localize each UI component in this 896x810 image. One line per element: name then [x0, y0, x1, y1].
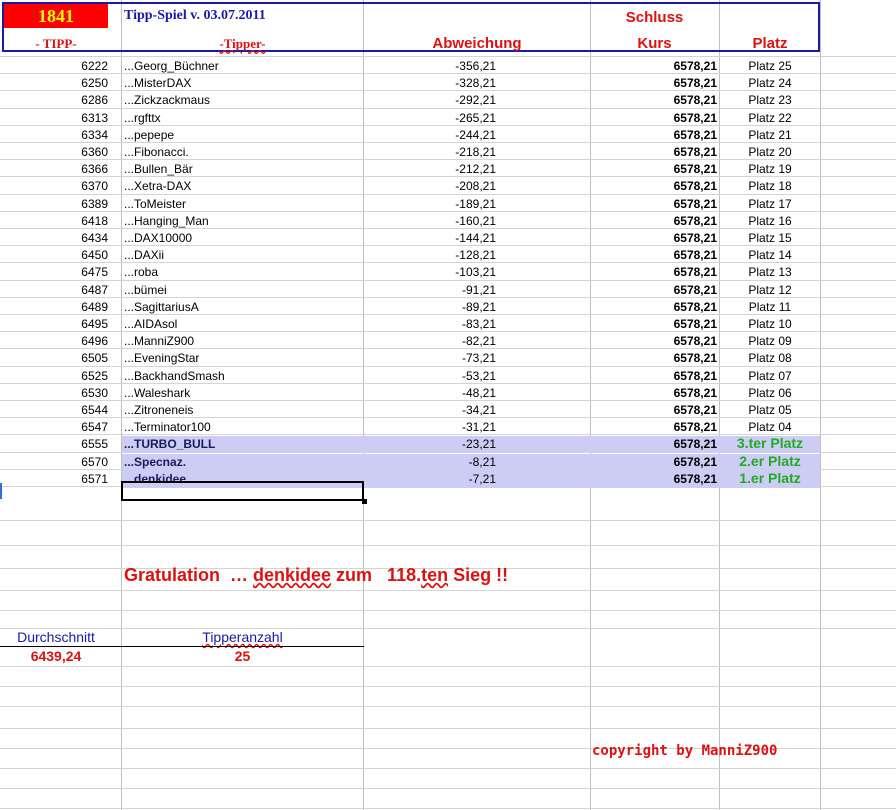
abweichung-cell[interactable]: -83,21 — [461, 317, 496, 331]
table-row — [0, 230, 896, 247]
kurs-cell[interactable]: 6578,21 — [673, 283, 717, 297]
tipper-count-value[interactable]: 25 — [234, 648, 251, 664]
table-row — [0, 247, 896, 264]
platz-cell[interactable]: Platz 05 — [748, 403, 792, 417]
kurs-cell[interactable]: 6578,21 — [673, 265, 717, 279]
abweichung-cell[interactable]: -103,21 — [455, 265, 496, 279]
kurs-cell[interactable]: 6578,21 — [673, 300, 717, 314]
abweichung-cell[interactable]: -89,21 — [461, 300, 496, 314]
grid-row-line — [0, 545, 896, 546]
tipper-name-cell[interactable]: ...DAXii — [124, 248, 165, 262]
tipper-name-cell[interactable]: ...BackhandSmash — [124, 369, 225, 383]
platz-cell[interactable]: 1.er Platz — [739, 470, 801, 486]
abweichung-cell[interactable]: -31,21 — [461, 420, 496, 434]
tipp-cell[interactable]: 6547 — [81, 420, 108, 434]
table-row — [0, 419, 896, 436]
congrats-part1: Gratulation … — [124, 565, 254, 585]
abweichung-cell[interactable]: -82,21 — [461, 334, 496, 348]
table-row — [0, 436, 896, 453]
tipper-name-cell[interactable]: ...TURBO_BULL — [124, 437, 216, 451]
tipp-cell[interactable]: 6313 — [81, 111, 108, 125]
abweichung-cell[interactable]: -292,21 — [455, 93, 496, 107]
abweichung-cell[interactable]: -91,21 — [461, 283, 496, 297]
abweichung-cell[interactable]: -48,21 — [461, 386, 496, 400]
tipper-name-cell[interactable]: ...Xetra-DAX — [124, 179, 192, 193]
tipp-cell[interactable]: 6571 — [81, 472, 108, 486]
platz-cell[interactable]: Platz 10 — [748, 317, 792, 331]
congrats-part2: zum 118. — [331, 565, 422, 585]
copyright-text[interactable]: copyright by ManniZ900 — [592, 743, 778, 759]
tipper-name-cell[interactable]: ...ManniZ900 — [124, 334, 195, 348]
kurs-cell[interactable]: 6578,21 — [673, 351, 717, 365]
tipp-cell[interactable]: 6525 — [81, 369, 108, 383]
kurs-cell[interactable]: 6578,21 — [673, 197, 717, 211]
kurs-cell[interactable]: 6578,21 — [673, 369, 717, 383]
platz-cell[interactable]: Platz 13 — [748, 265, 792, 279]
tipp-cell[interactable]: 6530 — [81, 386, 108, 400]
grid-row-line — [0, 706, 896, 707]
platz-cell[interactable]: Platz 20 — [748, 145, 792, 159]
schluss-header[interactable]: Schluss — [625, 9, 684, 26]
table-row — [0, 92, 896, 109]
selected-cell-outline — [121, 481, 364, 501]
row-selection-marker — [0, 483, 2, 499]
tipper-name-cell[interactable]: ...rgfttx — [124, 111, 161, 125]
abweichung-cell[interactable]: -160,21 — [455, 214, 496, 228]
tipp-cell[interactable]: 6370 — [81, 179, 108, 193]
grid-row-line — [0, 686, 896, 687]
table-row — [0, 58, 896, 75]
table-row — [0, 282, 896, 299]
tipp-column-header[interactable]: - TIPP- — [35, 36, 77, 51]
tipper-name-cell[interactable]: ...Terminator100 — [124, 420, 211, 434]
sheet-title[interactable]: Tipp-Spiel v. 03.07.2011 — [124, 8, 266, 23]
tipp-cell[interactable]: 6505 — [81, 351, 108, 365]
tipper-name-cell[interactable]: ...Zitroneneis — [124, 403, 194, 417]
tipp-cell[interactable]: 6286 — [81, 93, 108, 107]
table-row — [0, 161, 896, 178]
congrats-ten: ten — [421, 565, 449, 585]
grid-row-line — [0, 610, 896, 611]
abweichung-cell[interactable]: -23,21 — [461, 437, 496, 451]
table-row — [0, 75, 896, 92]
kurs-cell[interactable]: 6578,21 — [673, 248, 717, 262]
platz-cell[interactable]: Platz 25 — [748, 59, 792, 73]
tipp-cell[interactable]: 6495 — [81, 317, 108, 331]
tipp-cell[interactable]: 6366 — [81, 162, 108, 176]
abweichung-cell[interactable]: -208,21 — [455, 179, 496, 193]
abweichung-cell[interactable]: -128,21 — [455, 248, 496, 262]
kurs-cell[interactable]: 6578,21 — [673, 162, 717, 176]
tipper-name-cell[interactable]: ...Bullen_Bär — [124, 162, 193, 176]
kurs-cell[interactable]: 6578,21 — [673, 59, 717, 73]
tipp-cell[interactable]: 6360 — [81, 145, 108, 159]
tipp-cell[interactable]: 6489 — [81, 300, 108, 314]
tipper-name-cell[interactable]: ...DAX10000 — [124, 231, 193, 245]
table-row — [0, 264, 896, 281]
grid-row-line — [0, 590, 896, 591]
congratulations-text[interactable] — [124, 565, 508, 586]
abweichung-cell[interactable]: -53,21 — [461, 369, 496, 383]
grid-row-line — [0, 56, 896, 57]
kurs-cell[interactable]: 6578,21 — [673, 179, 717, 193]
table-row — [0, 178, 896, 195]
abweichung-cell[interactable]: -34,21 — [461, 403, 496, 417]
tipp-cell[interactable]: 6555 — [81, 437, 108, 451]
abweichung-cell[interactable]: -73,21 — [461, 351, 496, 365]
platz-cell[interactable]: Platz 09 — [748, 334, 792, 348]
abweichung-cell[interactable]: -7,21 — [468, 472, 496, 486]
tipp-cell[interactable]: 6334 — [81, 128, 108, 142]
tipp-cell[interactable]: 6434 — [81, 231, 108, 245]
kurs-cell[interactable]: 6578,21 — [673, 128, 717, 142]
table-row — [0, 350, 896, 367]
tipp-cell[interactable]: 6450 — [81, 248, 108, 262]
platz-cell[interactable]: Platz 15 — [748, 231, 792, 245]
platz-cell[interactable]: Platz 22 — [748, 111, 792, 125]
tipper-name-cell[interactable]: ...Specnaz. — [124, 455, 187, 469]
tipp-cell[interactable]: 6250 — [81, 76, 108, 90]
table-row — [0, 196, 896, 213]
kurs-cell[interactable]: 6578,21 — [673, 403, 717, 417]
platz-column-header[interactable]: Platz — [752, 35, 788, 52]
kurs-cell[interactable]: 6578,21 — [673, 420, 717, 434]
tipp-cell[interactable]: 6418 — [81, 214, 108, 228]
grid-row-line — [0, 808, 896, 809]
abweichung-cell[interactable]: -144,21 — [455, 231, 496, 245]
tipper-name-cell[interactable]: ...Fibonacci. — [124, 145, 189, 159]
congrats-winner: denkidee — [253, 565, 332, 585]
grid-row-line — [0, 666, 896, 667]
tipper-name-cell[interactable]: ...EveningStar — [124, 351, 200, 365]
kurs-cell[interactable]: 6578,21 — [673, 93, 717, 107]
tipper-name-cell[interactable]: ...SagittariusA — [124, 300, 199, 314]
tipp-cell[interactable]: 6544 — [81, 403, 108, 417]
abweichung-cell[interactable]: -356,21 — [455, 59, 496, 73]
abweichung-column-header[interactable]: Abweichung — [432, 35, 522, 52]
tipper-name-cell[interactable]: ...denkidee — [124, 472, 187, 486]
platz-cell[interactable]: Platz 16 — [748, 214, 792, 228]
congrats-part3: Sieg !! — [448, 565, 509, 585]
fill-handle[interactable] — [362, 499, 367, 504]
kurs-column-header[interactable]: Kurs — [637, 35, 672, 52]
platz-cell[interactable]: 3.ter Platz — [736, 435, 804, 451]
tipp-cell[interactable]: 6222 — [81, 59, 108, 73]
abweichung-cell[interactable]: -212,21 — [455, 162, 496, 176]
average-value[interactable]: 6439,24 — [30, 648, 82, 664]
table-row — [0, 213, 896, 230]
tipper-name-cell[interactable]: ...Zickzackmaus — [124, 93, 211, 107]
tipper-count-label[interactable]: Tipperanzahl — [202, 629, 283, 645]
kurs-cell[interactable]: 6578,21 — [673, 231, 717, 245]
table-row — [0, 110, 896, 127]
tipper-name-cell[interactable]: ...Georg_Büchner — [124, 59, 219, 73]
abweichung-cell[interactable]: -218,21 — [455, 145, 496, 159]
kurs-cell[interactable]: 6578,21 — [673, 111, 717, 125]
kurs-cell[interactable]: 6578,21 — [673, 317, 717, 331]
platz-cell[interactable]: Platz 21 — [748, 128, 792, 142]
abweichung-cell[interactable]: -8,21 — [468, 455, 496, 469]
kurs-cell[interactable]: 6578,21 — [673, 334, 717, 348]
tipper-name-cell[interactable]: ...Hanging_Man — [124, 214, 209, 228]
platz-cell[interactable]: Platz 14 — [748, 248, 792, 262]
tipper-name-cell[interactable]: ...bümei — [124, 283, 167, 297]
tipper-name-cell[interactable]: ...roba — [124, 265, 159, 279]
grid-row-line — [0, 768, 896, 769]
tipp-cell[interactable]: 6570 — [81, 455, 108, 469]
tipper-name-cell[interactable]: ...AIDAsol — [124, 317, 178, 331]
platz-cell[interactable]: Platz 07 — [748, 369, 792, 383]
tipp-cell[interactable]: 6389 — [81, 197, 108, 211]
tipper-name-cell[interactable]: ...pepepe — [124, 128, 175, 142]
tipper-column-header[interactable]: -Tipper- — [219, 36, 266, 51]
tipp-cell[interactable]: 6496 — [81, 334, 108, 348]
platz-cell[interactable]: Platz 17 — [748, 197, 792, 211]
average-label[interactable]: Durchschnitt — [17, 629, 95, 645]
tipp-cell[interactable]: 6487 — [81, 283, 108, 297]
platz-cell[interactable]: Platz 04 — [748, 420, 792, 434]
kurs-cell[interactable]: 6578,21 — [673, 437, 717, 451]
table-row — [0, 385, 896, 402]
kurs-cell[interactable]: 6578,21 — [673, 472, 717, 486]
table-row — [0, 316, 896, 333]
game-number-cell[interactable]: 1841 — [4, 4, 108, 28]
kurs-cell[interactable]: 6578,21 — [673, 455, 717, 469]
kurs-cell[interactable]: 6578,21 — [673, 386, 717, 400]
table-row — [0, 454, 896, 471]
platz-cell[interactable]: Platz 24 — [748, 76, 792, 90]
platz-cell[interactable]: Platz 11 — [748, 300, 792, 314]
table-row — [0, 144, 896, 161]
table-row — [0, 127, 896, 144]
tipper-name-cell[interactable]: ...ToMeister — [124, 197, 187, 211]
stats-divider — [0, 646, 364, 647]
table-row — [0, 333, 896, 350]
table-row — [0, 368, 896, 385]
kurs-cell[interactable]: 6578,21 — [673, 76, 717, 90]
tipper-name-cell[interactable]: ...MisterDAX — [124, 76, 192, 90]
platz-cell[interactable]: Platz 08 — [748, 351, 792, 365]
grid-row-line — [0, 728, 896, 729]
kurs-cell[interactable]: 6578,21 — [673, 145, 717, 159]
abweichung-cell[interactable]: -265,21 — [455, 111, 496, 125]
abweichung-cell[interactable]: -244,21 — [455, 128, 496, 142]
abweichung-cell[interactable]: -189,21 — [455, 197, 496, 211]
grid-row-line — [0, 788, 896, 789]
grid-row-line — [0, 520, 896, 521]
platz-cell[interactable]: Platz 12 — [748, 283, 792, 297]
tipper-name-cell[interactable]: ...Waleshark — [124, 386, 191, 400]
abweichung-cell[interactable]: -328,21 — [455, 76, 496, 90]
platz-cell[interactable]: 2.er Platz — [739, 453, 801, 469]
kurs-cell[interactable]: 6578,21 — [673, 214, 717, 228]
platz-cell[interactable]: Platz 18 — [748, 179, 792, 193]
tipp-cell[interactable]: 6475 — [81, 265, 108, 279]
table-row — [0, 402, 896, 419]
table-row — [0, 299, 896, 316]
platz-cell[interactable]: Platz 06 — [748, 386, 792, 400]
platz-cell[interactable]: Platz 23 — [748, 93, 792, 107]
platz-cell[interactable]: Platz 19 — [748, 162, 792, 176]
